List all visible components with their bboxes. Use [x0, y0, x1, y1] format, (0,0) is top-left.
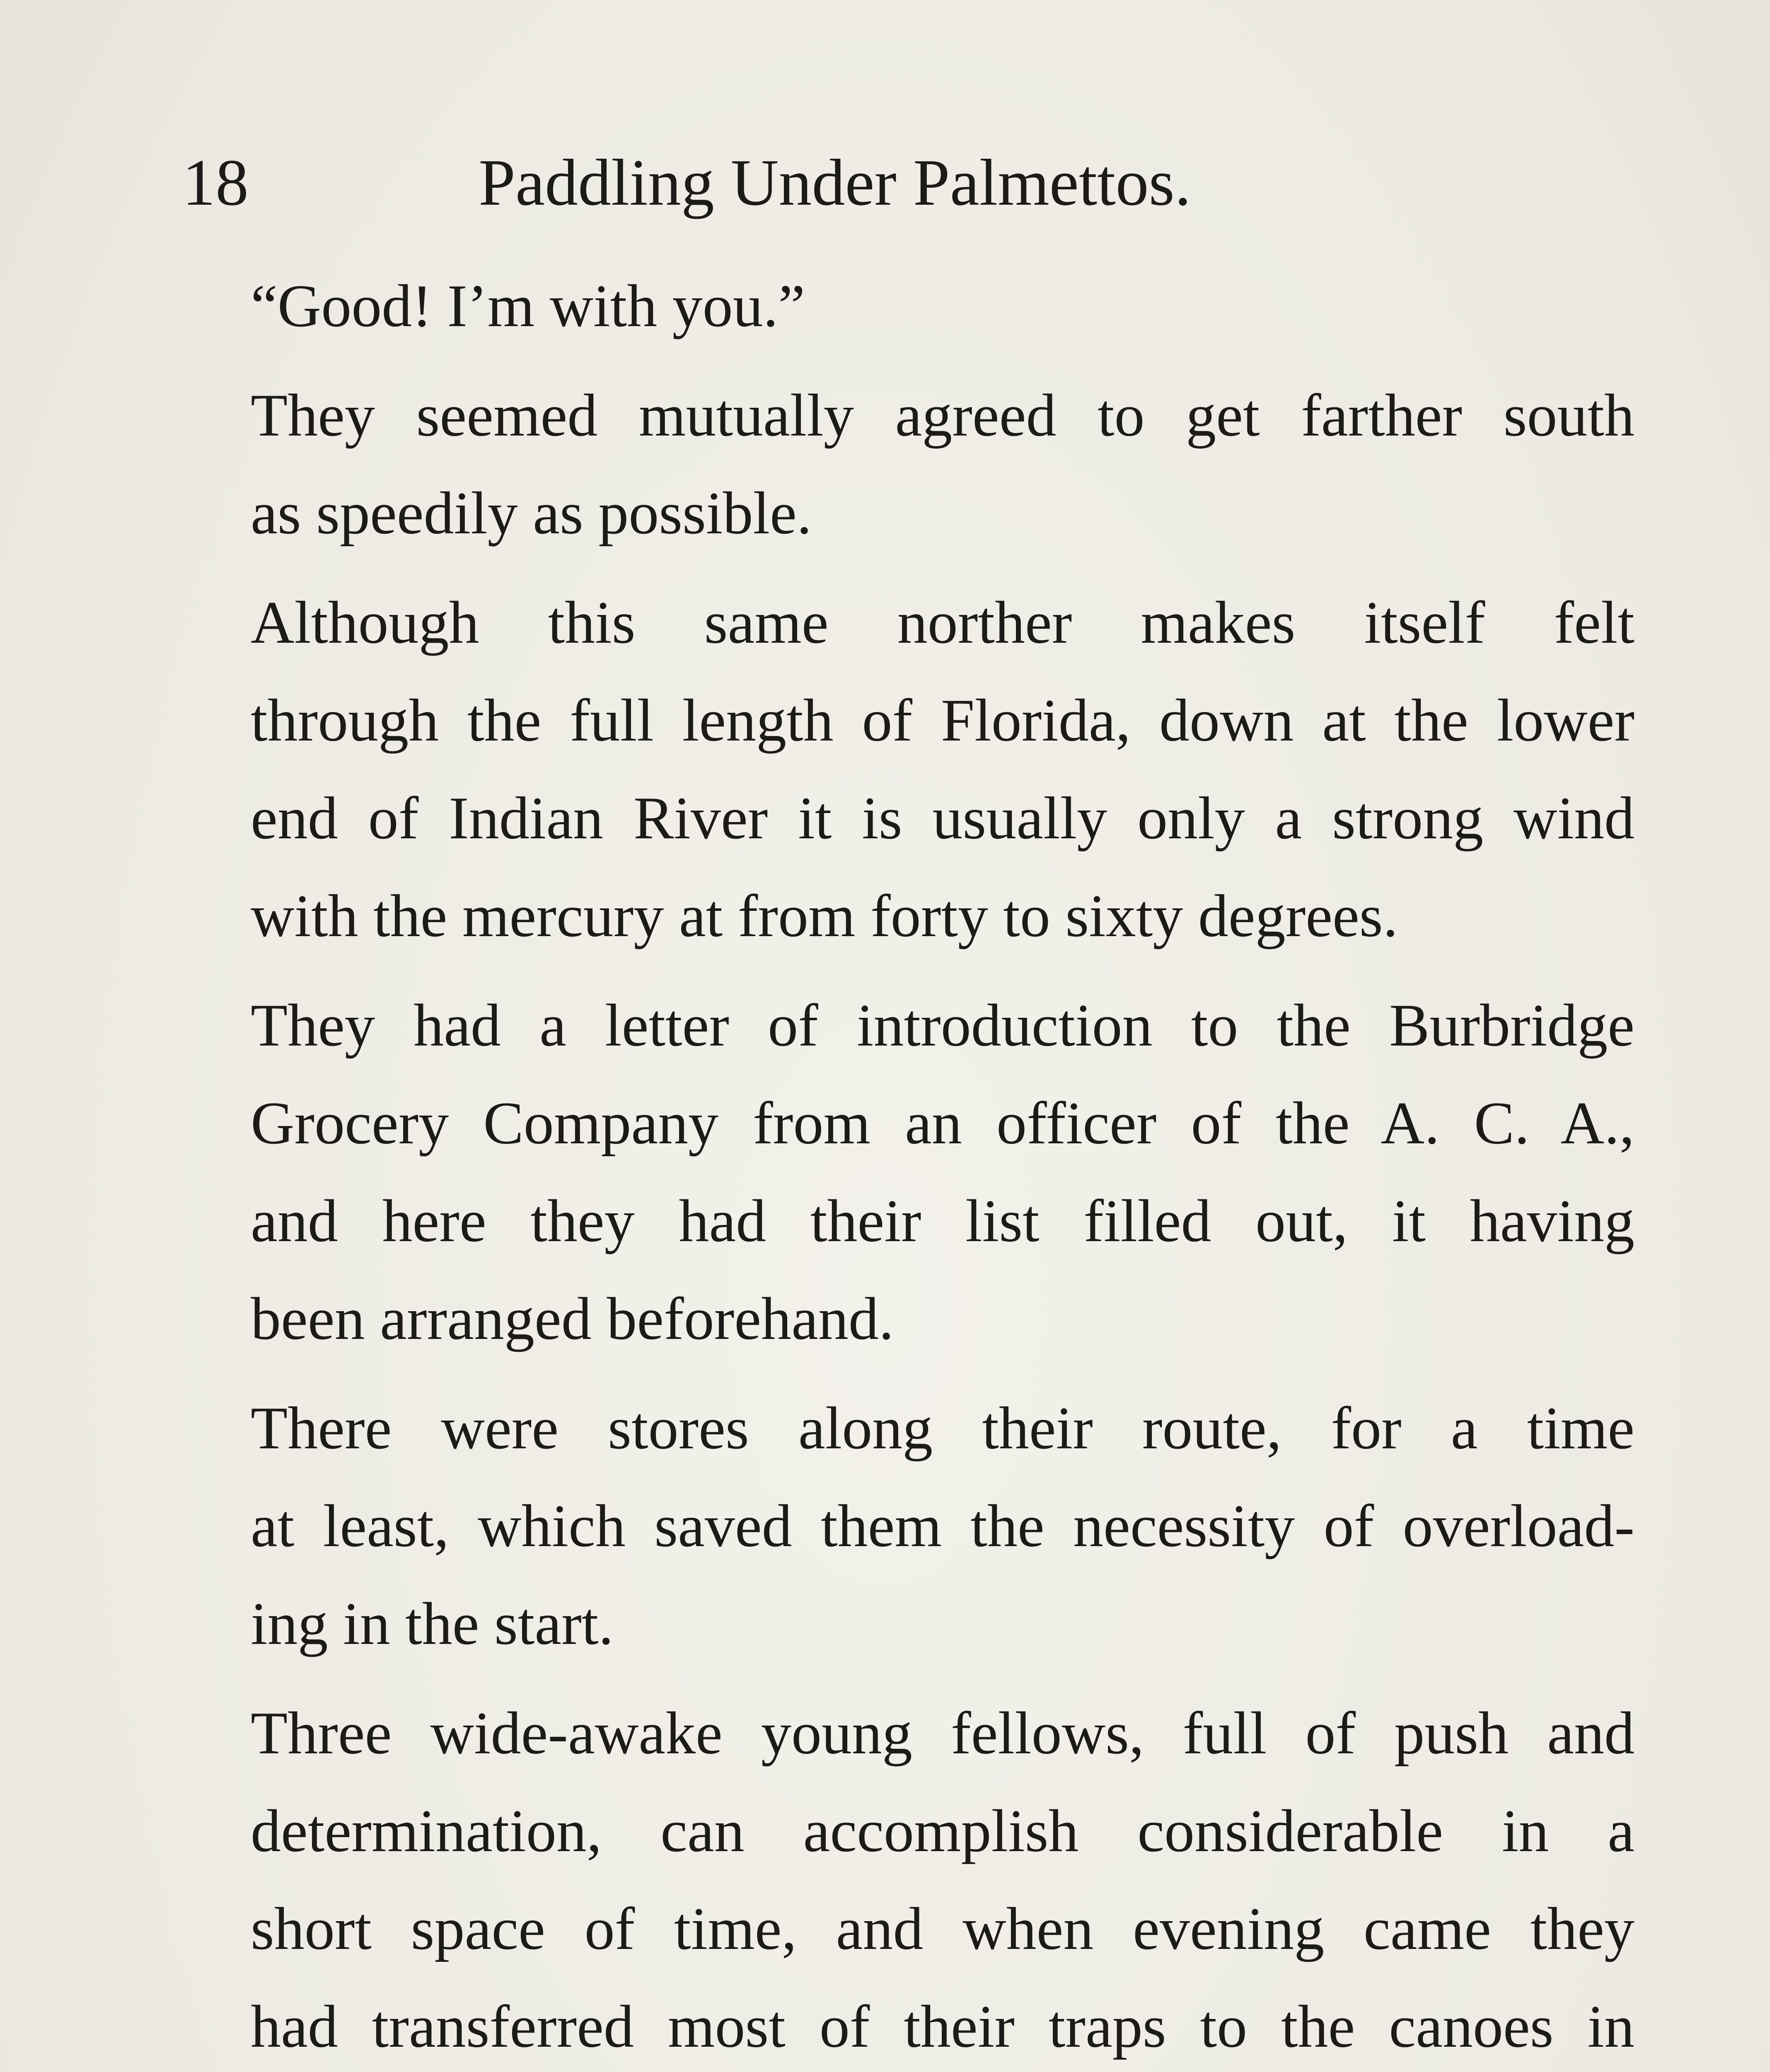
body-text: [184, 257, 1635, 2072]
text-line: Grocery Company from an officer of the A. C. A.,: [251, 1089, 1635, 1157]
paragraph: [184, 366, 1635, 562]
page-number: 18: [182, 145, 249, 219]
text-line: through the full length of Florida, down at the lower: [251, 687, 1635, 754]
text-line: as speedily as possible.: [251, 479, 812, 547]
text-line: short space of time, and when evening came they: [251, 1895, 1635, 1962]
paragraph: [184, 1684, 1635, 2072]
text-line: been arranged beforehand.: [251, 1285, 894, 1352]
running-title: Paddling Under Palmettos.: [479, 145, 1191, 219]
text-line: Although this same norther makes itself felt: [251, 589, 1635, 656]
text-line: determination, can accomplish considerable in a: [251, 1797, 1635, 1864]
paragraph: [184, 976, 1635, 1368]
page-header: [182, 124, 1637, 219]
paragraph: [184, 257, 1635, 355]
text-line: They had a letter of introduction to the Burbridge: [251, 992, 1635, 1059]
text-line: Three wide-awake young fellows, full of push and: [251, 1699, 1635, 1767]
text-line: with the mercury at from forty to sixty degrees.: [251, 882, 1398, 949]
text-line: There were stores along their route, for a time: [251, 1394, 1635, 1462]
paragraph: [184, 574, 1635, 965]
text-line: at least, which saved them the necessity of overload-: [251, 1492, 1635, 1559]
text-line: “Good! I’m with you.”: [251, 272, 805, 339]
text-line: They seemed mutually agreed to get farther south: [251, 382, 1635, 449]
paragraph: [184, 1379, 1635, 1673]
text-line: ing in the start.: [251, 1590, 614, 1657]
text-line: and here they had their list filled out, it having: [251, 1187, 1635, 1254]
text-line: had transferred most of their traps to the canoes in: [251, 1993, 1635, 2060]
text-line: end of Indian River it is usually only a strong wind: [251, 784, 1635, 852]
